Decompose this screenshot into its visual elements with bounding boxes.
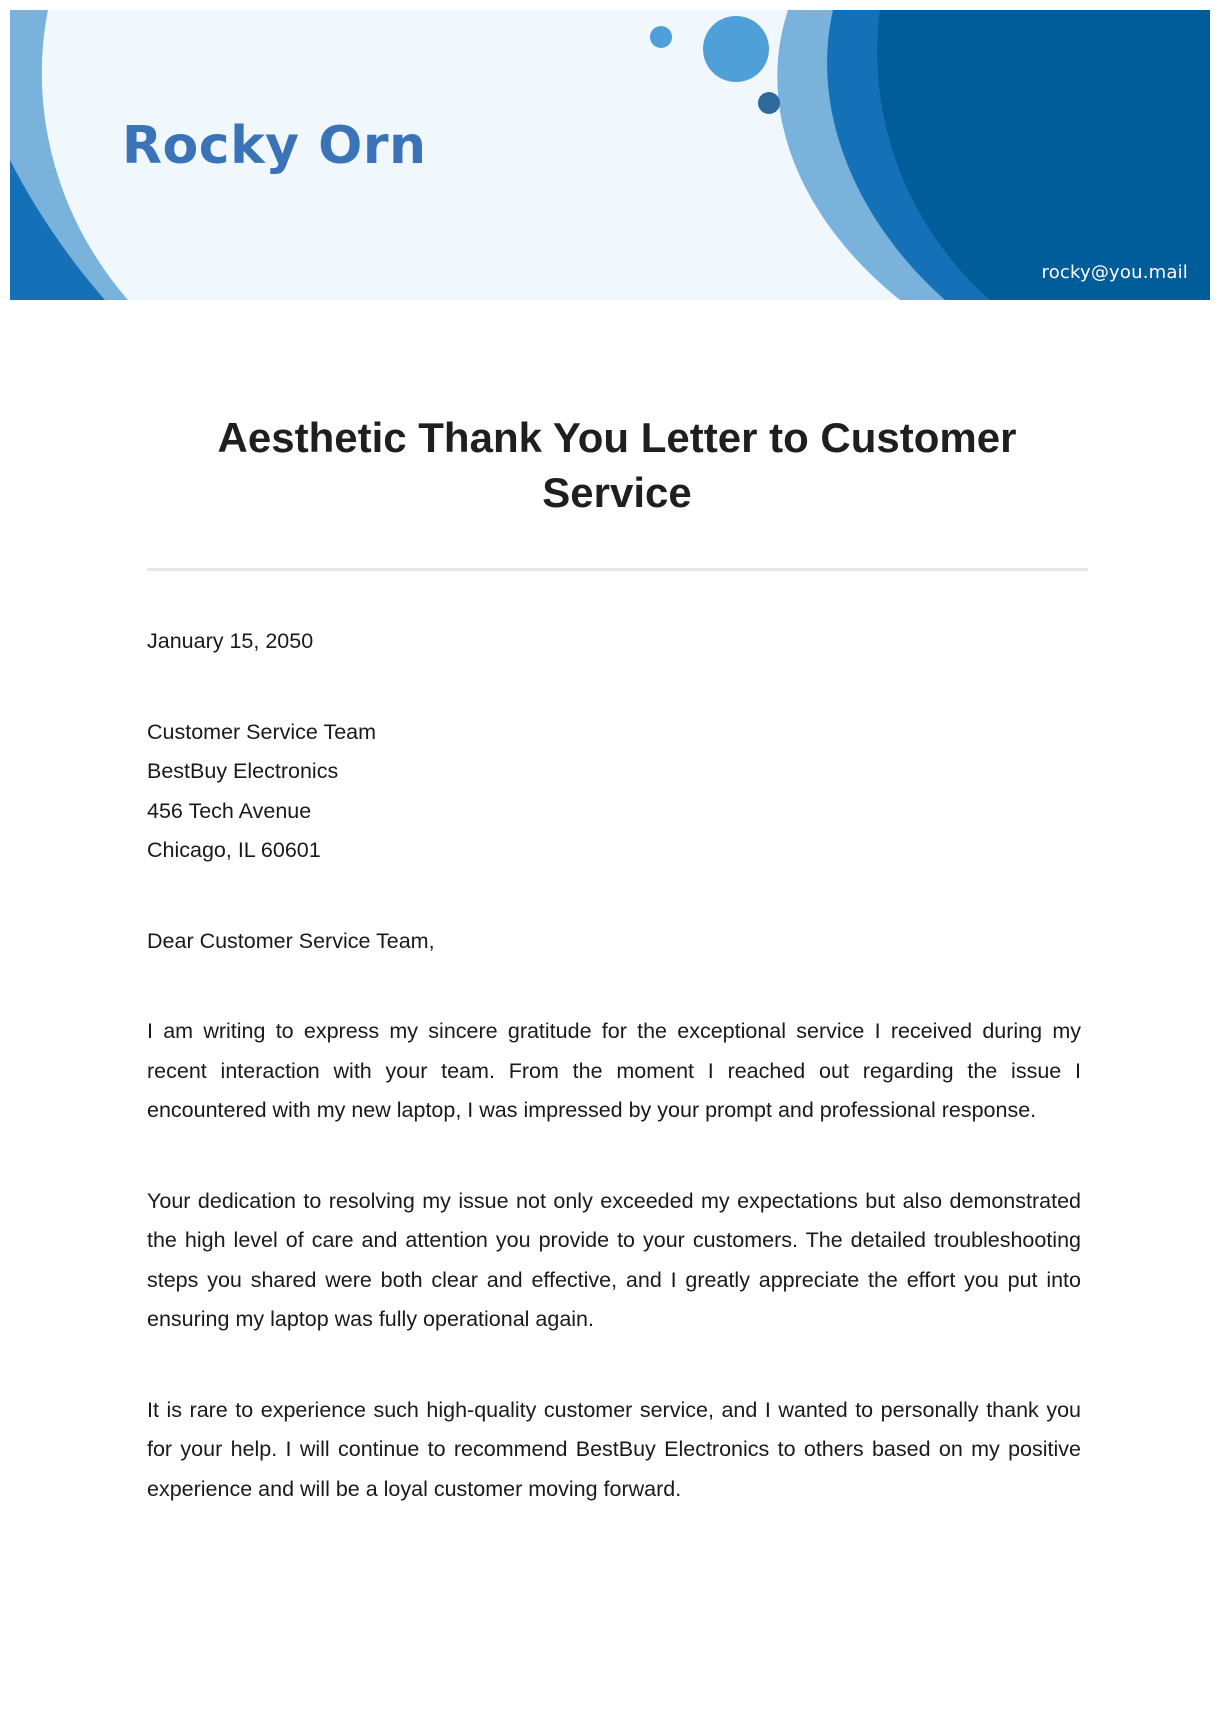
salutation: Dear Customer Service Team,	[147, 928, 435, 953]
recipient-line: Chicago, IL 60601	[147, 838, 321, 862]
letter-body	[147, 622, 1081, 1560]
small-bubble-shape	[650, 26, 672, 48]
sender-email: rocky@you.mail	[1041, 262, 1188, 283]
recipient-line: Customer Service Team	[147, 719, 377, 744]
recipient-address	[147, 713, 1081, 871]
letter-title: Aesthetic Thank You Letter to Customer Service	[217, 414, 1017, 516]
title-divider	[147, 568, 1088, 571]
large-bubble-shape	[703, 16, 769, 82]
letterhead-banner	[10, 10, 1210, 300]
body-paragraph: It is rare to experience such high-quality customer service, and I wanted to personally thank you for your help. I will continue to recommend BestBuy Electronics to others based on my positive experience and will be a loyal customer moving forward.	[147, 1397, 1081, 1501]
recipient-line: BestBuy Electronics	[147, 759, 339, 783]
recipient-line: 456 Tech Avenue	[147, 798, 312, 823]
letter-date: January 15, 2050	[147, 629, 314, 653]
sender-name: Rocky Orn	[122, 116, 427, 176]
body-paragraph: I am writing to express my sincere gratitude for the exceptional service I received during my recent interaction with your team. From the moment I reached out regarding the issue I encountered with my new laptop, I was impressed by your prompt and professional response.	[147, 1019, 1081, 1122]
body-paragraph: Your dedication to resolving my issue not only exceeded my expectations but also demonstrated the high level of care and attention you provide to your customers. The detailed troubleshooting steps you shared were both clear and effective, and I greatly appreciate the effort you put into ensuring my laptop was fully operational again.	[147, 1188, 1081, 1331]
dark-bubble-shape	[758, 92, 780, 114]
